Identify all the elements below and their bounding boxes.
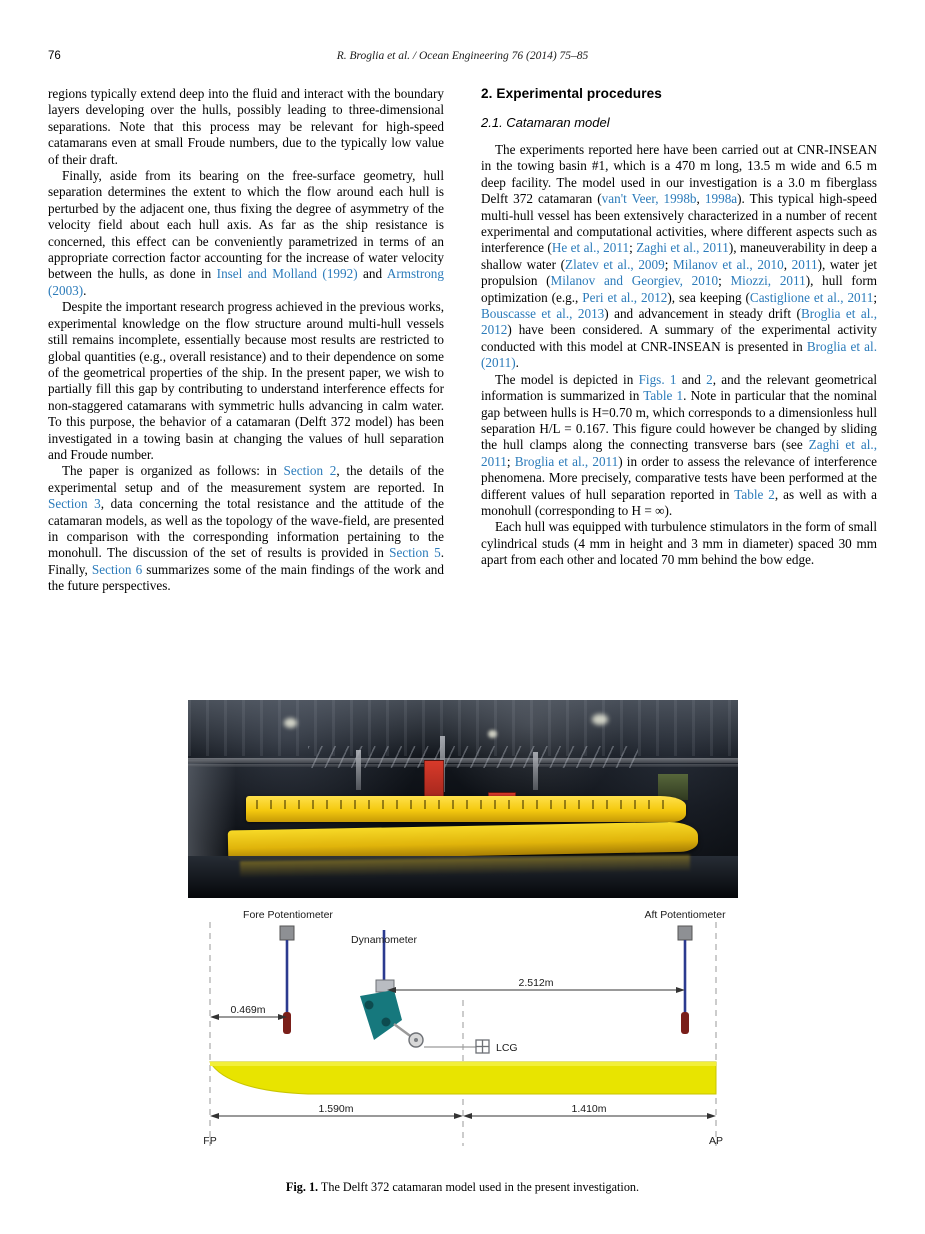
photo-post	[533, 752, 538, 790]
paragraph-text: , the details of the experimental setup and of the measurement system are reported. In	[48, 463, 444, 495]
running-citation: R. Broglia et al. / Ocean Engineering 76 (2014) 75–85	[336, 50, 589, 62]
citation-link[interactable]: Armstrong (2003)	[48, 266, 444, 298]
paragraph-text: Finally, aside from its bearing on the free-surface geometry, hull separation determines the extent to which the flow around each hull is perturbed by the adjacent one, thus fixing the degree of asymmetry of the velocity field about each hull axis. As far as the ship resistance is concerned, this effect can be conveniently parametrized in terms of an appropriate correction factor accounting for the increase of water velocity between the hulls, as done in	[48, 168, 444, 282]
citation-link[interactable]: 1998a	[704, 191, 738, 207]
paragraph-text: ), water jet propulsion (	[481, 256, 878, 289]
figure-caption-label: Fig. 1.	[285, 1180, 319, 1194]
paragraph: Each hull was equipped with turbulence stimulators in the form of small cylindrical studs (4 mm in height and 3 mm in diameter) spaced 30 mm apart from each other and located 70 mm behind the bow edge.	[481, 519, 877, 568]
section-link[interactable]: Section 3	[48, 496, 101, 512]
citation-link[interactable]: Zaghi et al., 2011	[481, 437, 878, 469]
dimension-label-dyno-to-aft: 2.512m	[517, 977, 554, 989]
fp-label: FP	[202, 1135, 217, 1147]
separator: ,	[783, 256, 792, 272]
dim-arrow	[707, 1113, 716, 1119]
citation-link[interactable]: Insel and Molland (1992)	[216, 266, 358, 282]
figure-caption	[123, 1180, 803, 1195]
dimension-label-fore-to-dyno: 0.469m	[229, 1004, 266, 1016]
dynamometer-pivot	[364, 1001, 373, 1010]
dimension-label-lcg-to-ap: 1.410m	[570, 1103, 607, 1115]
figure-link[interactable]: 2	[706, 371, 713, 387]
citation-link[interactable]: 2011	[791, 256, 818, 272]
page-number: 76	[48, 50, 61, 62]
dim-arrow	[210, 1113, 219, 1119]
citation-link[interactable]: Milanov et al., 2010	[673, 256, 784, 272]
section-link[interactable]: Section 5	[389, 545, 441, 561]
paragraph: regions typically extend deep into the fluid and interact with the boundary layers developing over the hulls, possibly leading to three-dimensional separations. Note that this process may be relevant for high-speed catamarans even at small Froude numbers, due to the typically low value of their draft.	[48, 86, 444, 167]
dim-arrow	[463, 1113, 472, 1119]
dim-arrow	[454, 1113, 463, 1119]
lcg-label: LCG	[495, 1042, 518, 1054]
body-columns	[48, 86, 877, 595]
subsection-heading: 2.1. Catamaran model	[481, 115, 610, 130]
section-link[interactable]: Section 2	[283, 463, 337, 479]
dynamometer-joint-center	[414, 1038, 418, 1042]
paragraph-text: and	[676, 371, 707, 387]
section-heading: 2. Experimental procedures	[481, 86, 662, 101]
citation-link[interactable]: van't Veer, 1998b	[601, 191, 697, 207]
figure-1	[48, 700, 877, 1195]
paragraph-text: . Finally,	[48, 545, 444, 577]
citation-link[interactable]: Miozzi, 2011	[730, 273, 806, 289]
photo-post	[356, 750, 361, 790]
paragraph-text: ) in order to assess the relevance of interference phenomena. More precisely, comparative tests have been performed at the different values of hull separation reported in	[481, 453, 877, 502]
paragraph	[48, 168, 444, 299]
paragraph-text: The paper is organized as follows: in	[62, 463, 284, 479]
paragraph-text: ), maneuverability in deep a shallow water (	[481, 240, 877, 272]
paragraph-text: .	[83, 282, 87, 298]
paragraph-text: ) have been considered. A summary of the experimental activity conducted with this model at CNR-INSEAN is presented in	[481, 322, 877, 354]
paragraph-text: The model is depicted in	[495, 371, 639, 387]
separator: ;	[664, 256, 674, 272]
paragraph-text: ), sea keeping (	[667, 289, 750, 305]
towing-basin-photo	[188, 700, 738, 898]
aft-potentiometer-tip	[681, 1012, 689, 1034]
dynamometer-pivot	[381, 1018, 390, 1027]
paragraph-text: .	[515, 355, 519, 371]
dimension-label-fp-to-lcg: 1.590m	[317, 1103, 354, 1115]
fore-potentiometer-tip	[283, 1012, 291, 1034]
paragraph-text: , data concerning the total resistance and the attitude of the catamaran models, as well as the topology of the wave-field, are presented in comparison with the corresponding information pertaining to the monohull. The discussion of the set of results is provided in	[48, 496, 444, 561]
citation-link[interactable]: Broglia et al. (2011)	[481, 338, 877, 371]
photo-light	[592, 714, 608, 725]
paragraph-text: and	[357, 266, 387, 282]
paragraph-text: summarizes some of the main findings of the work and the future perspectives.	[48, 561, 444, 594]
ap-label: AP	[708, 1135, 723, 1147]
paragraph-text: ) and advancement in steady drift (	[604, 306, 801, 322]
paragraph-text: . Note in particular that the nominal gap between hulls is H=0.70 m, which corresponds to a dimensionless hull separation H/L = 0.167. This figure could however be changed by sliding the hull clamps along the connecting transverse bars (see	[481, 388, 877, 453]
separator: ;	[629, 240, 637, 256]
fore-potentiometer-label: Fore Potentiometer	[242, 909, 333, 921]
photo-hull-studs	[256, 800, 676, 809]
citation-link[interactable]: Zaghi et al., 2011	[636, 240, 729, 256]
citation-link[interactable]: Milanov and Georgiev, 2010	[550, 273, 719, 289]
aft-potentiometer-label: Aft Potentiometer	[643, 909, 726, 921]
paragraph-text: The experiments reported here have been carried out at CNR-INSEAN in the towing basin #1, which is a 470 m long, 13.5 m wide and 6.5 m deep facility. The model used in our investigation is a 3.0 m fiberglass Delft 372 catamaran (	[481, 142, 877, 207]
paragraph	[481, 142, 877, 372]
citation-link[interactable]: Broglia et al., 2011	[514, 453, 619, 469]
right-column	[481, 86, 877, 595]
citation-link[interactable]: Bouscasse et al., 2013	[481, 306, 605, 322]
dim-arrow	[210, 1014, 219, 1020]
figure-schematic	[188, 904, 738, 1166]
separator: ;	[718, 273, 731, 289]
section-link[interactable]: Section 6	[91, 561, 143, 577]
paragraph-text: , and the relevant geometrical information is summarized in	[481, 371, 877, 404]
aft-potentiometer-body	[678, 926, 692, 940]
left-column	[48, 86, 444, 595]
citation-link[interactable]: Broglia et al., 2012	[481, 306, 877, 338]
paragraph-text: , as well as with a monohull (corresponding to H = ∞).	[481, 486, 877, 518]
figure-caption-text: The Delft 372 catamaran model used in the present investigation.	[318, 1180, 640, 1194]
figure-link[interactable]: Figs. 1	[638, 371, 677, 387]
hull-profile	[210, 1062, 716, 1094]
paragraph: Despite the important research progress achieved in the previous works, experimental knowledge on the flow structure around multi-hull vessels still remains incomplete, essentially because most results are restricted to global quantities (e.g., overall resistance) and to their dependence on some of the geometrical properties of the ship. In the present paper, we wish to partially fill this gap by contributing to understand interference effects for non-staggered catamarans with symmetric hulls advancing in calm water. To this purpose, the behavior of a catamaran (Delft 372 model) has been investigated in a towing basin at changing the values of hull separation and Froude number.	[48, 299, 444, 462]
photo-light	[488, 730, 497, 738]
paragraph-text: ). This typical high-speed multi-hull vessel has been extensively characterized in a number of recent experimental and computational activities, where different aspects such as interference (	[481, 191, 877, 256]
dim-arrow	[676, 987, 685, 993]
dynamometer-label: Dynamometer	[350, 934, 417, 946]
photo-light	[284, 718, 297, 728]
table-link[interactable]: Table 2	[734, 486, 775, 502]
figure-photo-wrapper	[188, 700, 738, 898]
paragraph	[48, 463, 444, 594]
running-head	[48, 50, 877, 64]
paragraph	[481, 372, 877, 520]
separator: ;	[506, 453, 515, 469]
photo-catamaran-hull-upper	[246, 796, 686, 822]
dynamometer-body	[360, 990, 402, 1040]
fore-potentiometer-body	[280, 926, 294, 940]
paragraph-text: ), hull form optimization (e.g.,	[481, 273, 877, 305]
separator: ;	[873, 289, 878, 305]
separator: ,	[696, 191, 705, 207]
citation-link[interactable]: Zlatev et al., 2009	[565, 256, 665, 272]
citation-link[interactable]: Castiglione et al., 2011	[749, 289, 874, 305]
hull-deck-edge	[210, 1062, 716, 1066]
citation-link[interactable]: Peri et al., 2012	[582, 289, 668, 305]
citation-link[interactable]: He et al., 2011	[551, 240, 630, 256]
table-link[interactable]: Table 1	[643, 388, 684, 404]
